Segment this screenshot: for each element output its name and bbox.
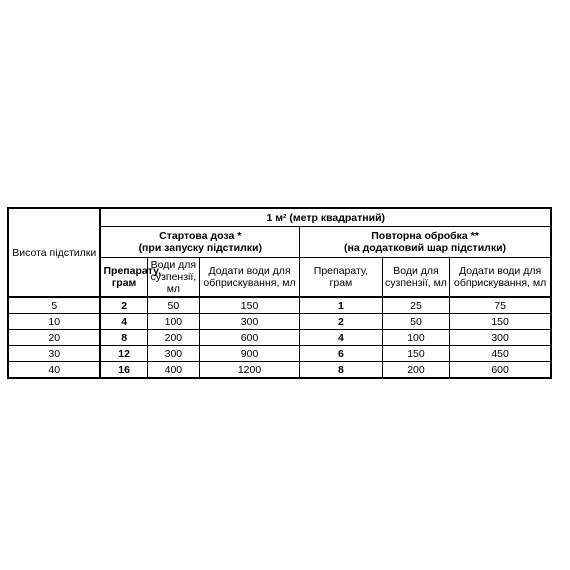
cell-height: 10 (8, 314, 100, 330)
table-row (8, 362, 551, 379)
col-header-repeat-water: Води для сузпензії, мл (382, 258, 449, 298)
cell-repeat-water: 25 (382, 297, 449, 314)
table-row (8, 330, 551, 346)
cell-start-water: 300 (147, 346, 199, 362)
cell-repeat-prep: 2 (300, 314, 383, 330)
dosage-table (7, 207, 552, 379)
cell-repeat-water: 100 (382, 330, 449, 346)
cell-repeat-water: 50 (382, 314, 449, 330)
cell-start-prep: 16 (100, 362, 147, 379)
group-title-start-dose: Стартова доза * (159, 230, 242, 242)
col-header-repeat-prep: Препарату, грам (300, 258, 383, 298)
cell-start-spray: 1200 (199, 362, 299, 379)
col-header-start-water: Води для сузпензії, мл (147, 258, 199, 298)
cell-start-water: 400 (147, 362, 199, 379)
table-row (8, 346, 551, 362)
cell-start-spray: 150 (199, 297, 299, 314)
cell-repeat-prep: 8 (300, 362, 383, 379)
cell-repeat-prep: 1 (300, 297, 383, 314)
group-header-start-dose (100, 227, 299, 258)
cell-start-spray: 600 (199, 330, 299, 346)
col-header-start-prep: Препарату, грам (100, 258, 147, 298)
cell-repeat-prep: 4 (300, 330, 383, 346)
cell-repeat-water: 150 (382, 346, 449, 362)
cell-start-prep: 8 (100, 330, 147, 346)
cell-start-spray: 300 (199, 314, 299, 330)
cell-height: 30 (8, 346, 100, 362)
cell-start-water: 100 (147, 314, 199, 330)
cell-repeat-spray: 450 (450, 346, 551, 362)
group-header-repeat-treatment (300, 227, 551, 258)
group-subtitle-start-dose: (при запуску підстилки) (138, 242, 262, 254)
cell-repeat-water: 200 (382, 362, 449, 379)
cell-repeat-prep: 6 (300, 346, 383, 362)
table-row (8, 297, 551, 314)
group-title-repeat-treatment: Повторна обробка ** (371, 230, 479, 242)
cell-start-water: 50 (147, 297, 199, 314)
cell-start-water: 200 (147, 330, 199, 346)
cell-repeat-spray: 150 (450, 314, 551, 330)
cell-start-prep: 2 (100, 297, 147, 314)
table-row (8, 314, 551, 330)
row-header-litter-height: Висота підстилки (8, 208, 100, 297)
col-header-start-spray: Додати води для обприскування, мл (199, 258, 299, 298)
cell-repeat-spray: 75 (450, 297, 551, 314)
cell-start-prep: 4 (100, 314, 147, 330)
cell-start-spray: 900 (199, 346, 299, 362)
cell-repeat-spray: 300 (450, 330, 551, 346)
cell-height: 40 (8, 362, 100, 379)
area-header: 1 м² (метр квадратний) (100, 208, 551, 227)
col-header-repeat-spray: Додати води для обприскування, мл (450, 258, 551, 298)
cell-repeat-spray: 600 (450, 362, 551, 379)
group-subtitle-repeat-treatment: (на додатковий шар підстилки) (344, 242, 507, 254)
cell-height: 20 (8, 330, 100, 346)
cell-height: 5 (8, 297, 100, 314)
cell-start-prep: 12 (100, 346, 147, 362)
